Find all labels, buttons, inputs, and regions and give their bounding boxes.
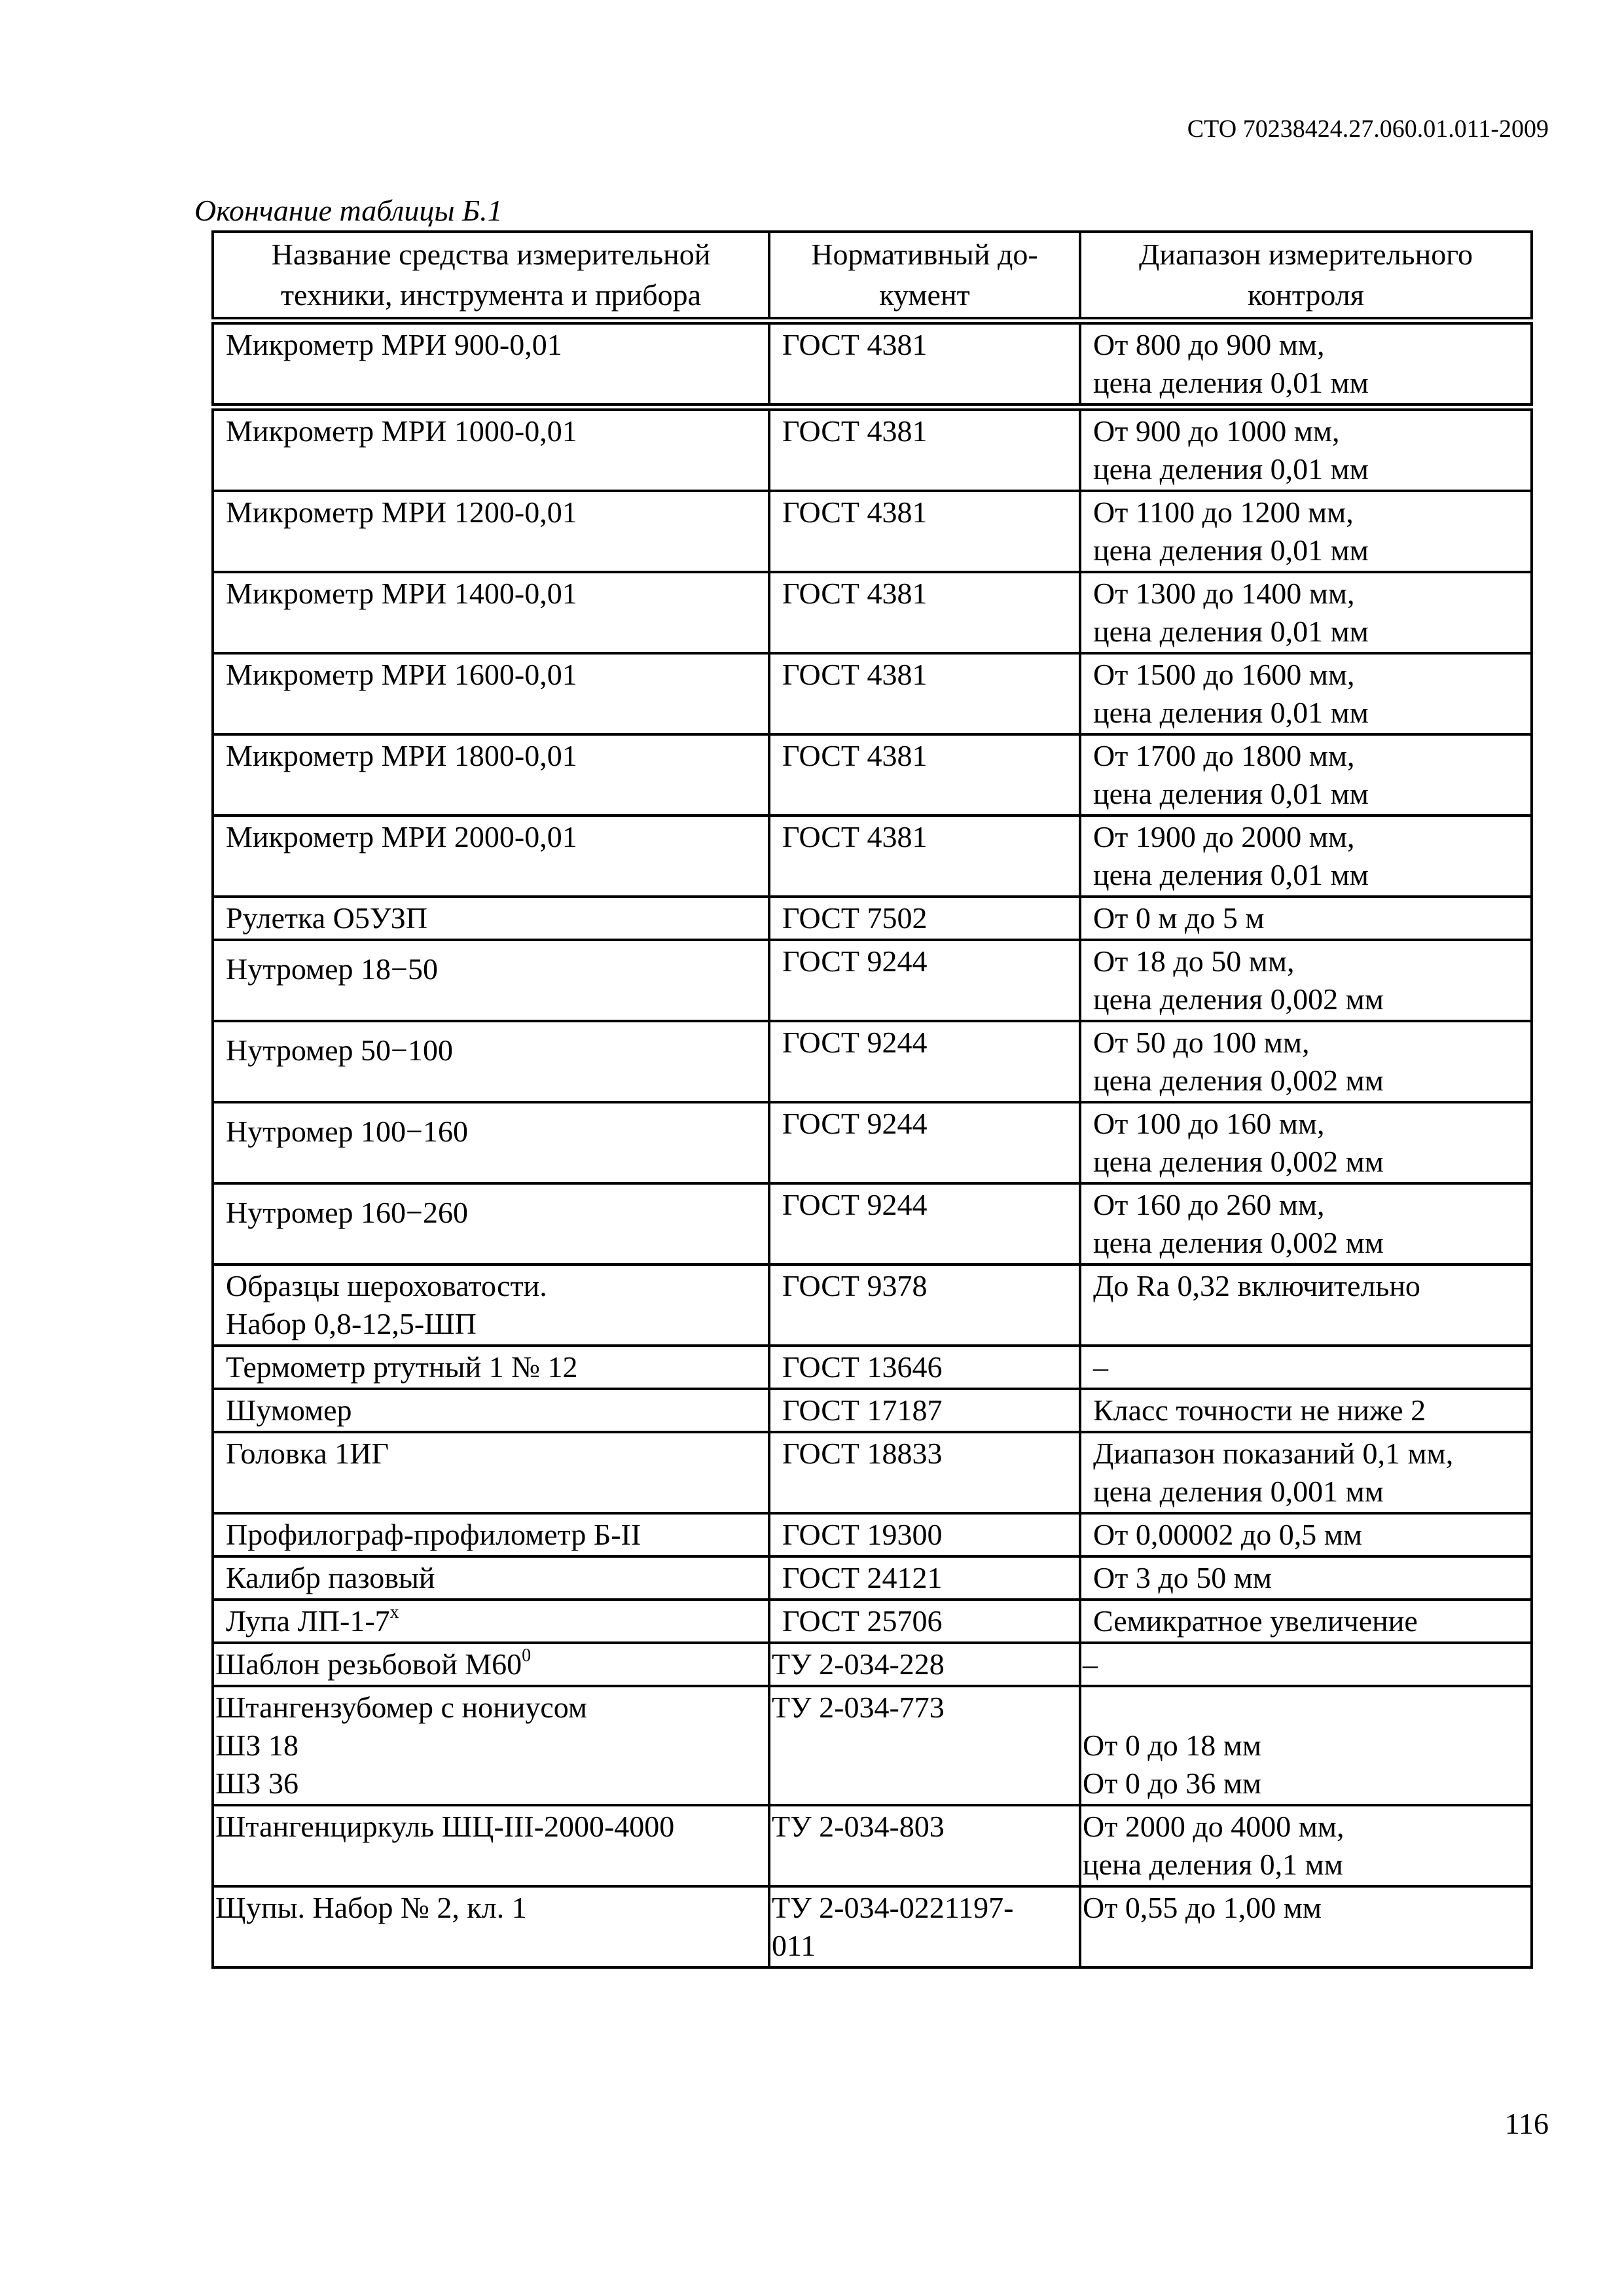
cell-name: Микрометр МРИ 1200-0,01 (213, 491, 769, 572)
cell-name: Шумомер (213, 1389, 769, 1432)
cell-doc: ГОСТ 18833 (769, 1432, 1080, 1513)
cell-range: До Ra 0,32 включительно (1080, 1265, 1532, 1346)
table-row (213, 1643, 1532, 1686)
cell-name: Профилограф-профилометр Б-II (213, 1513, 769, 1556)
cell-doc: ГОСТ 25706 (769, 1600, 1080, 1643)
cell-range: От 0,00002 до 0,5 мм (1080, 1513, 1532, 1556)
cell-doc: ТУ 2-034-228 (769, 1643, 1080, 1686)
cell-doc: ГОСТ 24121 (769, 1556, 1080, 1600)
cell-range: От 160 до 260 мм, цена деления 0,002 мм (1080, 1183, 1532, 1265)
table-row (213, 1265, 1532, 1346)
cell-range: От 1700 до 1800 мм, цена деления 0,01 мм (1080, 734, 1532, 816)
table-row (213, 816, 1532, 897)
cell-name: Микрометр МРИ 1000-0,01 (213, 407, 769, 491)
table-row (213, 572, 1532, 653)
cell-range: От 0 до 18 мм От 0 до 36 мм (1080, 1686, 1532, 1805)
cell-range: От 3 до 50 мм (1080, 1556, 1532, 1600)
cell-range: Класс точности не ниже 2 (1080, 1389, 1532, 1432)
instruments-table (211, 230, 1533, 1969)
header-normative-document: Нормативный до-кумент (769, 232, 1080, 321)
cell-range: От 50 до 100 мм, цена деления 0,002 мм (1080, 1021, 1532, 1102)
cell-name: Нутромер 100−160 (213, 1102, 769, 1183)
cell-range: Диапазон показаний 0,1 мм, цена деления 0,001 мм (1080, 1432, 1532, 1513)
cell-range: От 100 до 160 мм, цена деления 0,002 мм (1080, 1102, 1532, 1183)
cell-doc: ГОСТ 9244 (769, 1183, 1080, 1265)
cell-range: От 0 м до 5 м (1080, 897, 1532, 940)
cell-range: – (1080, 1643, 1532, 1686)
cell-doc: ГОСТ 9244 (769, 940, 1080, 1021)
cell-name: Головка 1ИГ (213, 1432, 769, 1513)
table-row (213, 491, 1532, 572)
cell-name: Штангенциркуль ШЦ-III-2000-4000 (213, 1805, 769, 1886)
cell-doc: ГОСТ 4381 (769, 407, 1080, 491)
page-number: 116 (1504, 2107, 1549, 2140)
cell-name: Нутромер 160−260 (213, 1183, 769, 1265)
table-caption: Окончание таблицы Б.1 (194, 194, 503, 227)
cell-doc: ГОСТ 17187 (769, 1389, 1080, 1432)
cell-doc: ТУ 2-034-0221197- 011 (769, 1886, 1080, 1967)
cell-name: Образцы шероховатости. Набор 0,8-12,5-ШП (213, 1265, 769, 1346)
cell-name: Микрометр МРИ 1600-0,01 (213, 653, 769, 734)
table-row (213, 1556, 1532, 1600)
cell-name: Лупа $ЛП-1-7^х$ (213, 1600, 769, 1643)
table-row (213, 1432, 1532, 1513)
cell-name: Термометр ртутный 1 № 12 (213, 1346, 769, 1389)
table-row (213, 1102, 1532, 1183)
table-row (213, 1600, 1532, 1643)
table-row (213, 1513, 1532, 1556)
cell-range: От 1500 до 1600 мм, цена деления 0,01 мм (1080, 653, 1532, 734)
cell-range: От 18 до 50 мм, цена деления 0,002 мм (1080, 940, 1532, 1021)
cell-name: Микрометр МРИ 2000-0,01 (213, 816, 769, 897)
cell-doc: ГОСТ 9244 (769, 1102, 1080, 1183)
cell-doc: ГОСТ 4381 (769, 491, 1080, 572)
table-row (213, 321, 1532, 407)
cell-doc: ТУ 2-034-803 (769, 1805, 1080, 1886)
cell-range: От 1300 до 1400 мм, цена деления 0,01 мм (1080, 572, 1532, 653)
cell-doc: ГОСТ 19300 (769, 1513, 1080, 1556)
cell-range: – (1080, 1346, 1532, 1389)
cell-doc: ГОСТ 13646 (769, 1346, 1080, 1389)
header-instrument-name: Название средства измерительной техники, инструмента и прибора (213, 232, 769, 321)
cell-range: От 800 до 900 мм, цена деления 0,01 мм (1080, 321, 1532, 407)
cell-range: От 1900 до 2000 мм, цена деления 0,01 мм (1080, 816, 1532, 897)
cell-name: Микрометр МРИ 1800-0,01 (213, 734, 769, 816)
document-code: СТО 70238424.27.060.01.011-2009 (1187, 115, 1549, 143)
table-row (213, 1021, 1532, 1102)
header-measurement-range: Диапазон измерительного контроля (1080, 232, 1532, 321)
cell-doc: ГОСТ 4381 (769, 572, 1080, 653)
table-row (213, 897, 1532, 940)
table-row (213, 653, 1532, 734)
cell-doc: ГОСТ 4381 (769, 734, 1080, 816)
cell-doc: ТУ 2-034-773 (769, 1686, 1080, 1805)
table-row (213, 1183, 1532, 1265)
cell-doc: ГОСТ 9244 (769, 1021, 1080, 1102)
table-header-row (213, 232, 1532, 321)
cell-range: От 0,55 до 1,00 мм (1080, 1886, 1532, 1967)
cell-name: Шаблон резьбовой $М60^0$ (213, 1643, 769, 1686)
cell-doc: ГОСТ 9378 (769, 1265, 1080, 1346)
cell-name: Микрометр МРИ 1400-0,01 (213, 572, 769, 653)
cell-doc: ГОСТ 4381 (769, 653, 1080, 734)
table-row (213, 1886, 1532, 1967)
table-row (213, 407, 1532, 491)
cell-name: Калибр пазовый (213, 1556, 769, 1600)
cell-name: Нутромер 18−50 (213, 940, 769, 1021)
table-row (213, 1389, 1532, 1432)
table-row (213, 1686, 1532, 1805)
table-row (213, 734, 1532, 816)
cell-name: Рулетка О5УЗП (213, 897, 769, 940)
cell-range: От 900 до 1000 мм, цена деления 0,01 мм (1080, 407, 1532, 491)
cell-name: Нутромер 50−100 (213, 1021, 769, 1102)
cell-range: Семикратное увеличение (1080, 1600, 1532, 1643)
cell-doc: ГОСТ 4381 (769, 816, 1080, 897)
table-row (213, 1346, 1532, 1389)
table-row (213, 1805, 1532, 1886)
cell-range: От 1100 до 1200 мм, цена деления 0,01 мм (1080, 491, 1532, 572)
cell-range: От 2000 до 4000 мм, цена деления 0,1 мм (1080, 1805, 1532, 1886)
cell-doc: ГОСТ 7502 (769, 897, 1080, 940)
table-row (213, 940, 1532, 1021)
cell-doc: ГОСТ 4381 (769, 321, 1080, 407)
cell-name: Штангензубомер с нониусом ШЗ 18 ШЗ 36 (213, 1686, 769, 1805)
cell-name: Микрометр МРИ 900-0,01 (213, 321, 769, 407)
cell-name: Щупы. Набор № 2, кл. 1 (213, 1886, 769, 1967)
